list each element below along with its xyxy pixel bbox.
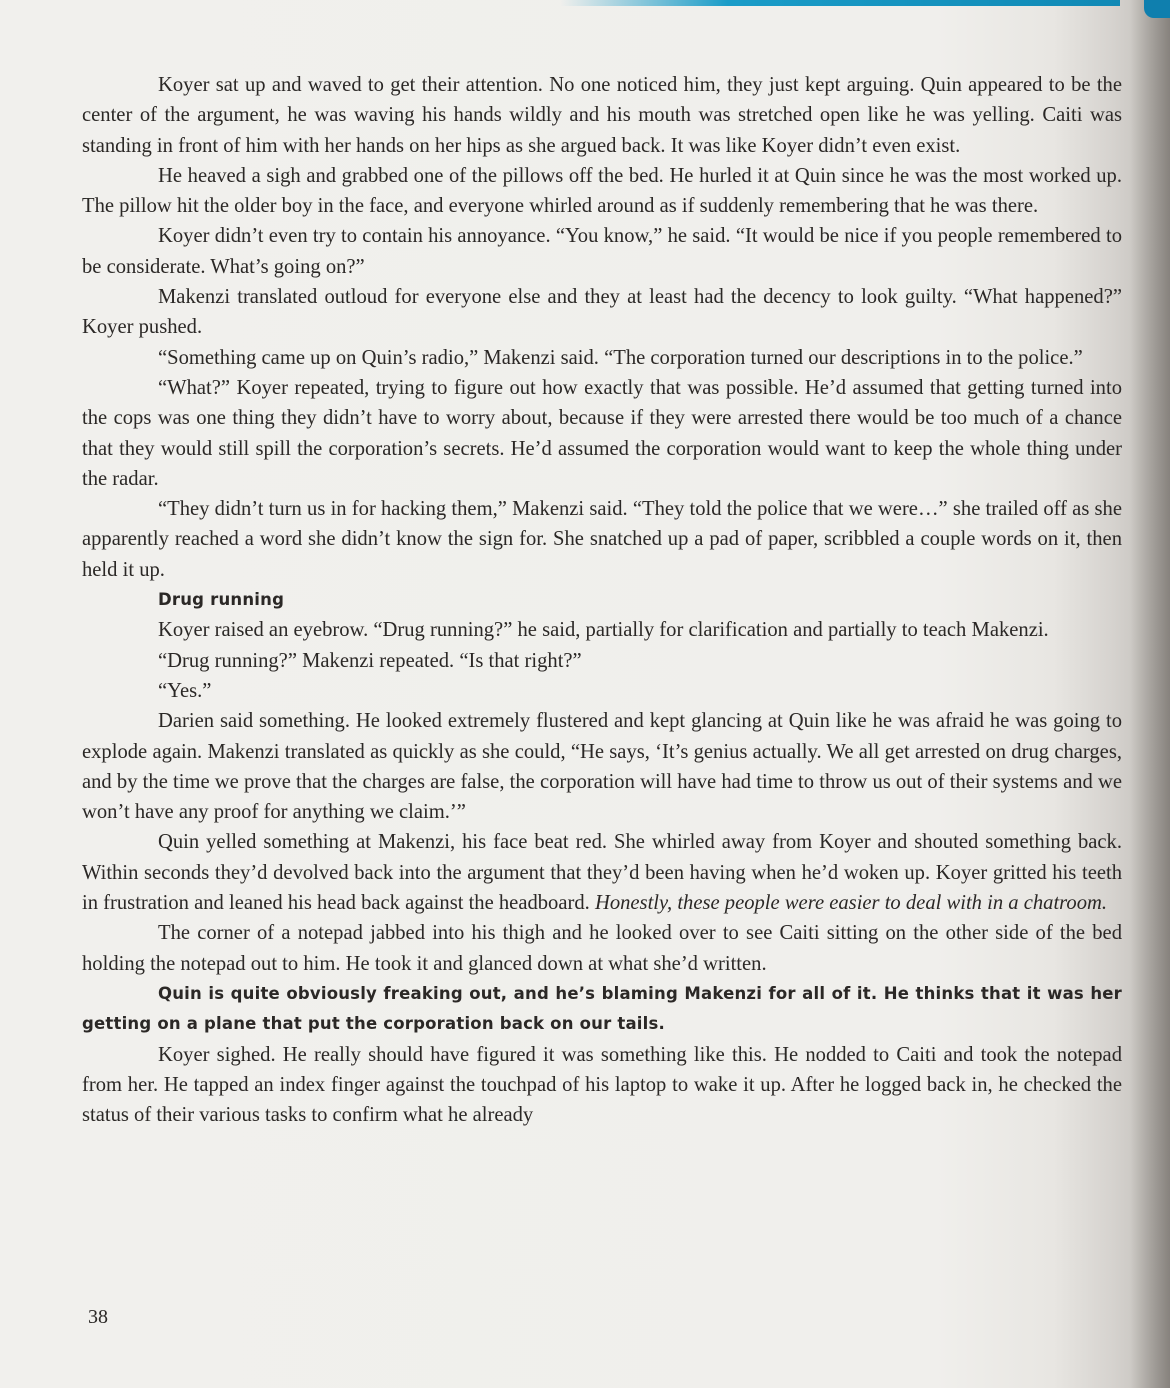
page-number: 38 <box>88 1306 108 1328</box>
body-text <box>82 70 1122 1130</box>
paragraph-text: Quin yelled something at Makenzi, his face beat red. She whirled away from Koyer and shouted something back. Within seconds they’d devolved back into the argument that they’d been having when he’d woken up. Koyer gritted his teeth in frustration and leaned his head back against the headboard. <box>82 831 1122 915</box>
page-gutter-shadow <box>1130 0 1170 1388</box>
paragraph: Koyer raised an eyebrow. “Drug running?” he said, partially for clarification and partially to teach Makenzi. <box>158 619 1049 642</box>
paragraph: “What?” Koyer repeated, trying to figure out how exactly that was possible. He’d assumed that getting turned into the cops was one thing they didn’t have to worry about, because if they were arrested there would be too much of a chance that they would still spill the corporation’s secrets. He’d assumed the corporation would want to keep the whole thing under the radar. <box>82 376 1122 490</box>
paragraph: The corner of a notepad jabbed into his thigh and he looked over to see Caiti sitting on the other side of the bed holding the notepad out to him. He took it and glanced down at what she’d written. <box>82 922 1122 975</box>
paragraph: Koyer didn’t even try to contain his annoyance. “You know,” he said. “It would be nice if you people remembered to be considerate. What’s going on?” <box>82 225 1122 278</box>
handwritten-note-drug-running: Drug running <box>158 590 285 610</box>
paragraph: Koyer sat up and waved to get their attention. No one noticed him, they just kept arguing. Quin appeared to be the center of the argument, he was waving his hands wildly and his mouth was stretched open like he was yelling. Caiti was standing in front of him with her hands on her hips as she argued back. It was like Koyer didn’t even exist. <box>82 74 1122 157</box>
paragraph: “Yes.” <box>158 679 212 702</box>
cover-corner-blue <box>1144 0 1170 18</box>
cover-edge-blue <box>560 0 1120 6</box>
italic-thought: Honestly, these people were easier to deal with in a chatroom. <box>594 892 1108 915</box>
paragraph: Koyer sighed. He really should have figured it was something like this. He nodded to Caiti and took the notepad from her. He tapped an index finger against the touchpad of his laptop to wake it up. After he logged back in, he checked the status of their various tasks to confirm what he already <box>82 1043 1122 1127</box>
paragraph: He heaved a sigh and grabbed one of the pillows off the bed. He hurled it at Quin since he was the most worked up. The pillow hit the older boy in the face, and everyone whirled around as if suddenly remembering that he was there. <box>82 164 1122 218</box>
paragraph: “They didn’t turn us in for hacking them,” Makenzi said. “They told the police that we were…” she trailed off as she apparently reached a word she didn’t know the sign for. She snatched up a pad of paper, scribbled a couple words on it, then held it up. <box>82 498 1122 581</box>
paragraph: Makenzi translated outloud for everyone else and they at least had the decency to look guilty. “What happened?” Koyer pushed. <box>82 286 1122 339</box>
paragraph: “Something came up on Quin’s radio,” Makenzi said. “The corporation turned our descriptions in to the police.” <box>158 346 1083 369</box>
handwritten-note-caiti: Quin is quite obviously freaking out, and he’s blaming Makenzi for all of it. He thinks that it was her getting on a plane that put the corporation back on our tails. <box>82 983 1122 1034</box>
paragraph-quin-yelled <box>82 827 1122 918</box>
paragraph: “Drug running?” Makenzi repeated. “Is that right?” <box>158 649 582 672</box>
paragraph: Darien said something. He looked extremely flustered and kept glancing at Quin like he was afraid he was going to explode again. Makenzi translated as quickly as she could, “He says, ‘It’s genius actually. We all get arrested on drug charges, and by the time we prove that the charges are false, the corporation will have had time to throw us out of their systems and we won’t have any proof for anything we claim.’” <box>82 710 1122 824</box>
